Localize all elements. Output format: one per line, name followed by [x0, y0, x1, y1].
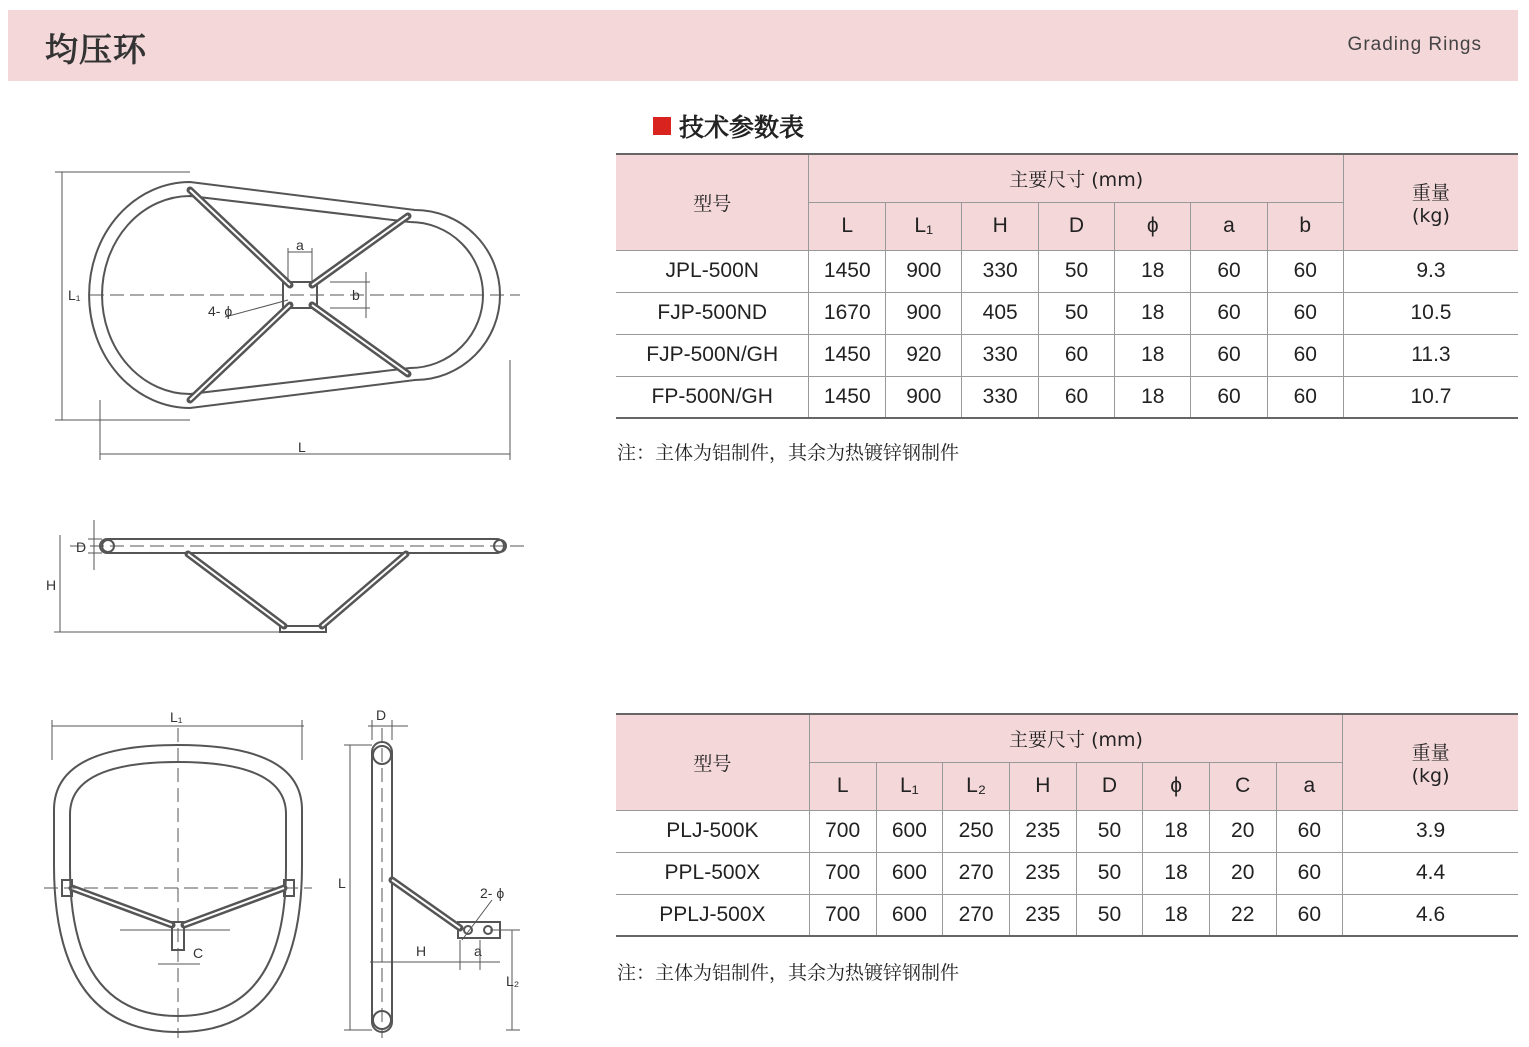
value-cell: 405	[962, 292, 1038, 334]
value-cell: 22	[1209, 894, 1276, 936]
column-header: L₂	[943, 762, 1010, 810]
dim-label-b: b	[352, 287, 360, 303]
dim-label-H: H	[416, 943, 427, 959]
value-cell: 60	[1038, 334, 1114, 376]
model-cell: PLJ-500K	[616, 810, 809, 852]
section-title	[653, 108, 804, 144]
column-header: H	[962, 202, 1038, 250]
value-cell: 50	[1076, 894, 1143, 936]
weight-cell: 9.3	[1343, 250, 1518, 292]
dim-label-a: a	[296, 237, 304, 253]
weight-cell: 10.5	[1343, 292, 1518, 334]
value-cell: 700	[809, 852, 876, 894]
section-title-text: 技术参数表	[679, 113, 805, 142]
value-cell: 60	[1038, 376, 1114, 418]
value-cell: 50	[1076, 810, 1143, 852]
weight-cell: 10.7	[1343, 376, 1518, 418]
value-cell: 250	[943, 810, 1010, 852]
value-cell: 60	[1276, 810, 1343, 852]
value-cell: 18	[1115, 250, 1191, 292]
model-cell: JPL-500N	[616, 250, 809, 292]
value-cell: 60	[1267, 334, 1343, 376]
value-cell: 60	[1267, 292, 1343, 334]
column-header: L	[809, 762, 876, 810]
column-header: D	[1038, 202, 1114, 250]
value-cell: 18	[1143, 894, 1210, 936]
value-cell: 600	[876, 810, 943, 852]
dim-label-L: L	[298, 439, 306, 455]
weight-cell: 11.3	[1343, 334, 1518, 376]
table1-note: 注：主体为铝制件，其余为热镀锌钢制件	[617, 442, 960, 464]
weight-cell: 3.9	[1343, 810, 1518, 852]
value-cell: 900	[886, 292, 962, 334]
value-cell: 18	[1115, 292, 1191, 334]
dim-label-a: a	[474, 943, 482, 959]
column-header: a	[1191, 202, 1267, 250]
value-cell: 18	[1143, 810, 1210, 852]
dimension-group-header: 主要尺寸 (mm)	[809, 154, 1343, 202]
column-header: L₁	[876, 762, 943, 810]
dim-label-L2: L₂	[506, 973, 520, 989]
value-cell: 18	[1115, 334, 1191, 376]
value-cell: 60	[1267, 250, 1343, 292]
value-cell: 60	[1276, 894, 1343, 936]
weight-header-unit: (kg)	[1411, 204, 1450, 227]
column-header: ϕ	[1143, 762, 1210, 810]
column-header: H	[1009, 762, 1076, 810]
model-header: 型号	[616, 714, 809, 810]
dimension-group-header: 主要尺寸 (mm)	[809, 714, 1342, 762]
column-header: L	[809, 202, 886, 250]
grading-ring-front-view-drawing	[40, 700, 320, 1040]
value-cell: 20	[1209, 852, 1276, 894]
grading-ring-top-view-drawing	[40, 160, 540, 470]
value-cell: 900	[886, 250, 962, 292]
value-cell: 60	[1276, 852, 1343, 894]
value-cell: 235	[1009, 810, 1076, 852]
grading-ring-side-view-drawing	[40, 510, 540, 650]
dim-label-D: D	[76, 539, 87, 555]
dim-label-C: C	[193, 945, 204, 961]
weight-cell: 4.4	[1343, 852, 1518, 894]
table-row	[616, 292, 1518, 334]
dim-label-L1: L₁	[170, 709, 183, 725]
model-cell: FP-500N/GH	[616, 376, 809, 418]
spec-table-2	[616, 713, 1518, 937]
table-row	[616, 334, 1518, 376]
value-cell: 50	[1038, 250, 1114, 292]
value-cell: 60	[1191, 250, 1267, 292]
value-cell: 700	[809, 894, 876, 936]
dim-label-H: H	[46, 577, 57, 593]
value-cell: 1450	[809, 334, 886, 376]
value-cell: 1450	[809, 376, 886, 418]
column-header: b	[1267, 202, 1343, 250]
weight-header	[1343, 714, 1518, 810]
value-cell: 50	[1038, 292, 1114, 334]
value-cell: 700	[809, 810, 876, 852]
weight-header	[1343, 154, 1518, 250]
weight-header-label: 重量	[1411, 741, 1450, 764]
weight-header-unit: (kg)	[1411, 764, 1450, 787]
table-row	[616, 376, 1518, 418]
dim-label-4-phi: 4- ϕ	[208, 303, 233, 319]
column-header: D	[1076, 762, 1143, 810]
value-cell: 50	[1076, 852, 1143, 894]
value-cell: 330	[962, 250, 1038, 292]
column-header: ϕ	[1115, 202, 1191, 250]
value-cell: 60	[1191, 376, 1267, 418]
page-title: 均压环	[45, 30, 147, 69]
dim-label-L1: L₁	[68, 287, 81, 303]
value-cell: 270	[943, 894, 1010, 936]
value-cell: 18	[1143, 852, 1210, 894]
value-cell: 60	[1267, 376, 1343, 418]
value-cell: 270	[943, 852, 1010, 894]
value-cell: 60	[1191, 334, 1267, 376]
column-header: C	[1209, 762, 1276, 810]
value-cell: 1450	[809, 250, 886, 292]
dim-label-2-phi: 2- ϕ	[480, 885, 505, 901]
weight-header-label: 重量	[1411, 181, 1450, 204]
page-header	[8, 10, 1518, 81]
value-cell: 900	[886, 376, 962, 418]
table-row	[616, 852, 1518, 894]
red-square-icon	[653, 117, 671, 135]
column-header: a	[1276, 762, 1343, 810]
weight-cell: 4.6	[1343, 894, 1518, 936]
value-cell: 1670	[809, 292, 886, 334]
page-subtitle: Grading Rings	[1347, 34, 1482, 55]
table-row	[616, 250, 1518, 292]
dim-label-L: L	[338, 875, 346, 891]
model-cell: FJP-500N/GH	[616, 334, 809, 376]
value-cell: 235	[1009, 894, 1076, 936]
model-cell: FJP-500ND	[616, 292, 809, 334]
value-cell: 18	[1115, 376, 1191, 418]
value-cell: 20	[1209, 810, 1276, 852]
value-cell: 330	[962, 334, 1038, 376]
value-cell: 330	[962, 376, 1038, 418]
table-row	[616, 810, 1518, 852]
spec-table-1	[616, 153, 1518, 419]
value-cell: 60	[1191, 292, 1267, 334]
table2-note: 注：主体为铝制件，其余为热镀锌钢制件	[617, 962, 960, 984]
column-header: L₁	[886, 202, 962, 250]
model-header: 型号	[616, 154, 809, 250]
model-cell: PPLJ-500X	[616, 894, 809, 936]
dim-label-D: D	[376, 707, 387, 723]
value-cell: 235	[1009, 852, 1076, 894]
value-cell: 920	[886, 334, 962, 376]
value-cell: 600	[876, 852, 943, 894]
grading-ring-side-profile-drawing	[330, 700, 530, 1040]
value-cell: 600	[876, 894, 943, 936]
table-row	[616, 894, 1518, 936]
model-cell: PPL-500X	[616, 852, 809, 894]
